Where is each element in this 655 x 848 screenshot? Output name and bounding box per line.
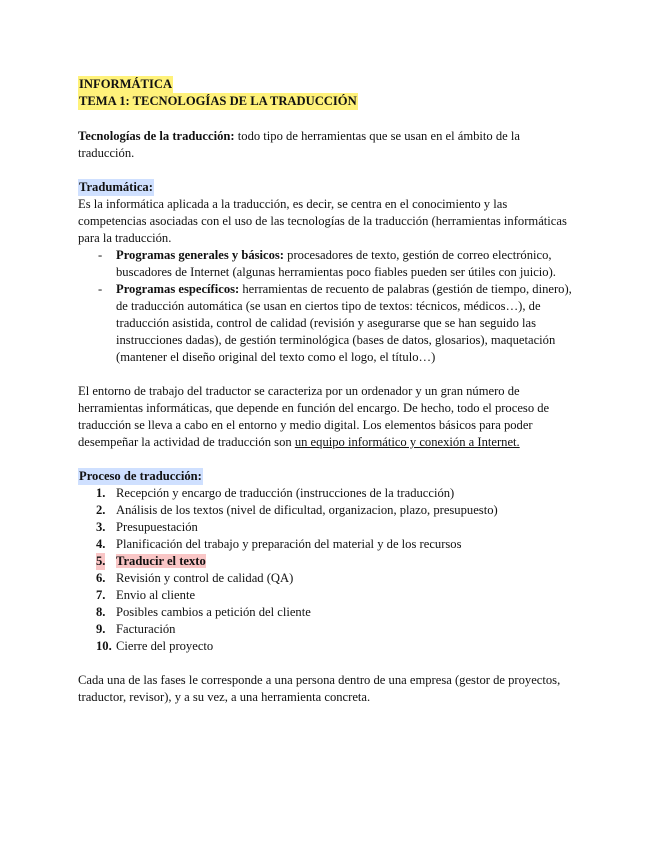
- step-label: Facturación: [116, 622, 176, 636]
- step-number: 7.: [96, 588, 106, 602]
- step-label: Revisión y control de calidad (QA): [116, 571, 294, 585]
- document-header: [78, 76, 578, 110]
- step-number: 8.: [96, 605, 106, 619]
- tradumatica-section: [78, 179, 578, 366]
- list-item: [96, 502, 578, 519]
- list-item-term: Programas generales y básicos:: [116, 248, 285, 262]
- list-item: [96, 536, 578, 553]
- program-list: [78, 247, 578, 366]
- step-label: Planificación del trabajo y preparación del material y de los recursos: [116, 537, 462, 551]
- step-number: 10.: [96, 639, 112, 653]
- environment-paragraph: [78, 383, 578, 451]
- step-number: 3.: [96, 520, 106, 534]
- list-item-text: herramientas de recuento de palabras (gestión de tiempo, dinero), de traducción automática (se usan en ciertos tipo de textos: técnicos, médicos…), de traducción asistida, control de calidad (revisión y asegurarse que se han seguido las instrucciones dadas), de gestión terminológica (bases de datos, glosarios), maquetación (mantener el diseño original del texto como el logo, el título…): [116, 282, 572, 364]
- step-label: Traducir el texto: [116, 554, 206, 568]
- process-steps: [78, 485, 578, 655]
- topic-title: TEMA 1: TECNOLOGÍAS DE LA TRADUCCIÓN: [79, 94, 357, 108]
- list-item-text: procesadores de texto, gestión de correo electrónico, buscadores de Internet (algunas herramientas poco fiables pueden ser útiles con juicio).: [116, 248, 556, 279]
- definition-term: Tecnologías de la traducción:: [78, 129, 235, 143]
- step-number: 4.: [96, 537, 106, 551]
- list-item: [96, 485, 578, 502]
- step-label: Envio al cliente: [116, 588, 196, 602]
- list-item: [96, 604, 578, 621]
- list-item: [116, 281, 578, 366]
- step-label: Posibles cambios a petición del cliente: [116, 605, 311, 619]
- list-item: [96, 519, 578, 536]
- step-number: 5.: [96, 554, 106, 568]
- step-number: 9.: [96, 622, 106, 636]
- list-item: [96, 621, 578, 638]
- environment-underlined: un equipo informático y conexión a Internet.: [294, 435, 520, 449]
- list-item-term: Programas específicos:: [116, 282, 240, 296]
- definition-paragraph: [78, 128, 578, 162]
- list-item: [96, 638, 578, 655]
- step-label: Presupuestación: [116, 520, 198, 534]
- step-label: Cierre del proyecto: [116, 639, 214, 653]
- tradumatica-intro: Es la informática aplicada a la traducción, es decir, se centra en el conocimiento y las competencias asociadas con el uso de las tecnologías de la traducción (herramientas informáticas para la traducción.: [78, 197, 567, 245]
- closing-paragraph: Cada una de las fases le corresponde a una persona dentro de una empresa (gestor de proyectos, traductor, revisor), y a su vez, a una herramienta concreta.: [78, 673, 561, 704]
- step-number: 1.: [96, 486, 106, 500]
- document-page: [78, 76, 578, 706]
- step-number: 6.: [96, 571, 106, 585]
- tradumatica-heading: Tradumática:: [79, 180, 153, 194]
- step-number: 2.: [96, 503, 106, 517]
- list-item-highlighted: [96, 553, 578, 570]
- list-item: [116, 247, 578, 281]
- subject-title: INFORMÁTICA: [79, 77, 173, 91]
- environment-text: El entorno de trabajo del traductor se caracteriza por un ordenador y un gran número de herramientas informáticas, que depende en función del encargo. De hecho, todo el proceso de traducción se lleva a cabo en el entorno y medio digital. Los elementos básicos para poder desempeñar la actividad de traducción son: [78, 384, 550, 449]
- process-section: [78, 468, 578, 655]
- step-label: Recepción y encargo de traducción (instrucciones de la traducción): [116, 486, 455, 500]
- definition-text: todo tipo de herramientas que se usan en el ámbito de la traducción.: [78, 129, 520, 160]
- step-label: Análisis de los textos (nivel de dificultad, organizacion, plazo, presupuesto): [116, 503, 498, 517]
- list-item: [96, 587, 578, 604]
- list-item: [96, 570, 578, 587]
- process-heading: Proceso de traducción:: [79, 469, 202, 483]
